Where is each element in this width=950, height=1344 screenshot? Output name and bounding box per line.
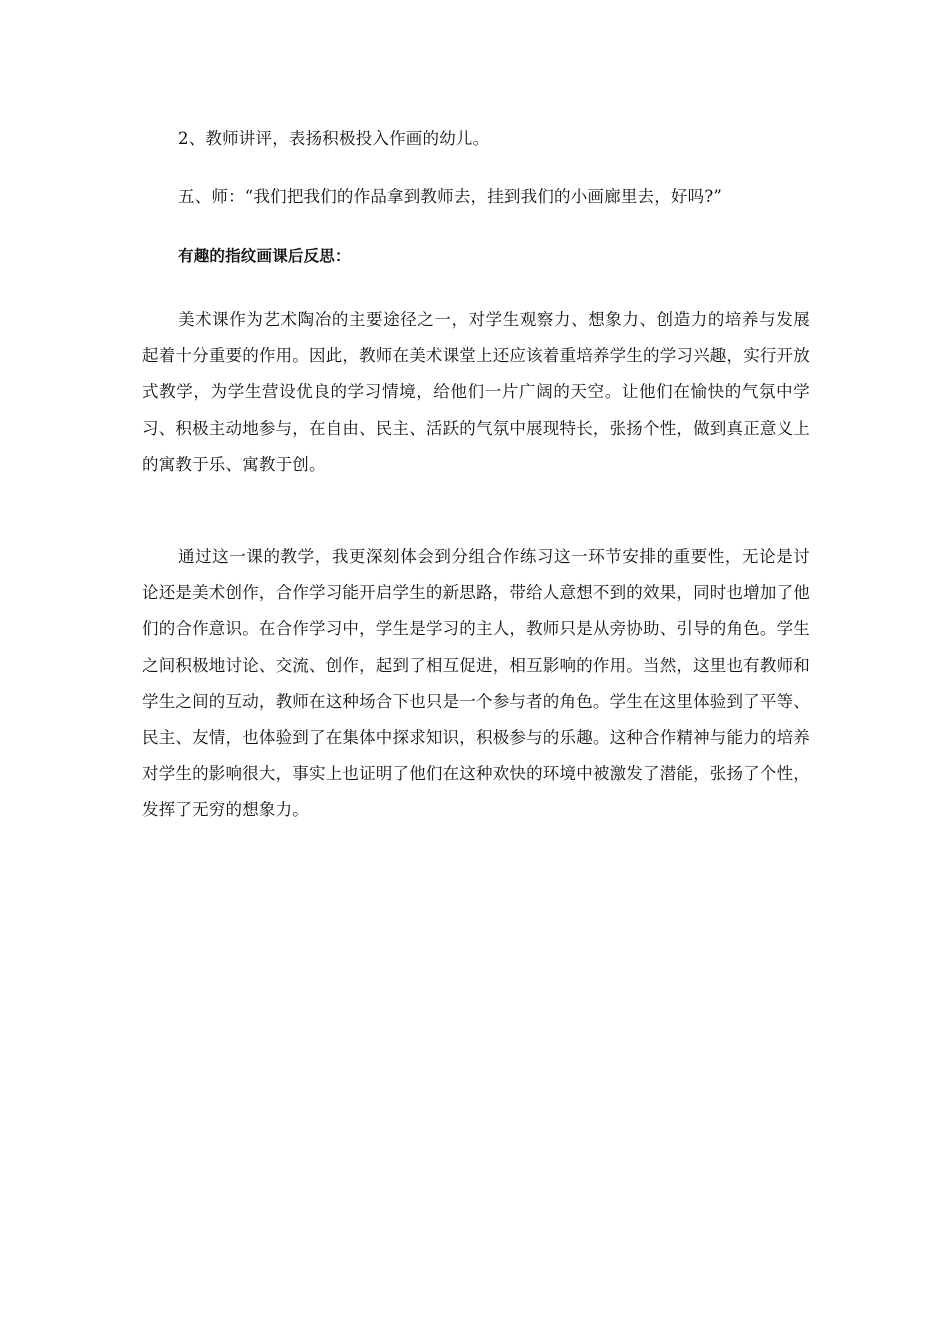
paragraph-1: 美术课作为艺术陶冶的主要途径之一，对学生观察力、想象力、创造力的培养与发展起着十分重要的作用。因此，教师在美术课堂上还应该着重培养学生的学习兴趣，实行开放式教学，为学生营设优良的学习情境，给他们一片广阔的天空。让他们在愉快的气氛中学习、积极主动地参与，在自由、民主、活跃的气氛中展现特长，张扬个性，做到真正意义上的寓教于乐、寓教于创。 (142, 310, 810, 474)
list-item-5: 五、师：“我们把我们的作品拿到教师去，挂到我们的小画廊里去，好吗?” (178, 187, 723, 206)
list-item-2: 2、教师讲评，表扬积极投入作画的幼儿。 (178, 129, 490, 148)
section-heading: 有趣的指纹画课后反思： (178, 247, 351, 265)
paragraph-2: 通过这一课的教学，我更深刻体会到分组合作练习这一环节安排的重要性，无论是讨论还是美术创作，合作学习能开启学生的新思路，带给人意想不到的效果，同时也增加了他们的合作意识。在合作学习中，学生是学习的主人，教师只是从旁协助、引导的角色。学生之间积极地讨论、交流、创作，起到了相互促进，相互影响的作用。当然，这里也有教师和学生之间的互动，教师在这种场合下也只是一个参与者的角色。学生在这里体验到了平等、民主、友情，也体验到了在集体中探求知识，积极参与的乐趣。这种合作精神与能力的培养对学生的影响很大，事实上也证明了他们在这种欢快的环境中被激发了潜能，张扬了个性，发挥了无穷的想象力。 (142, 547, 810, 820)
